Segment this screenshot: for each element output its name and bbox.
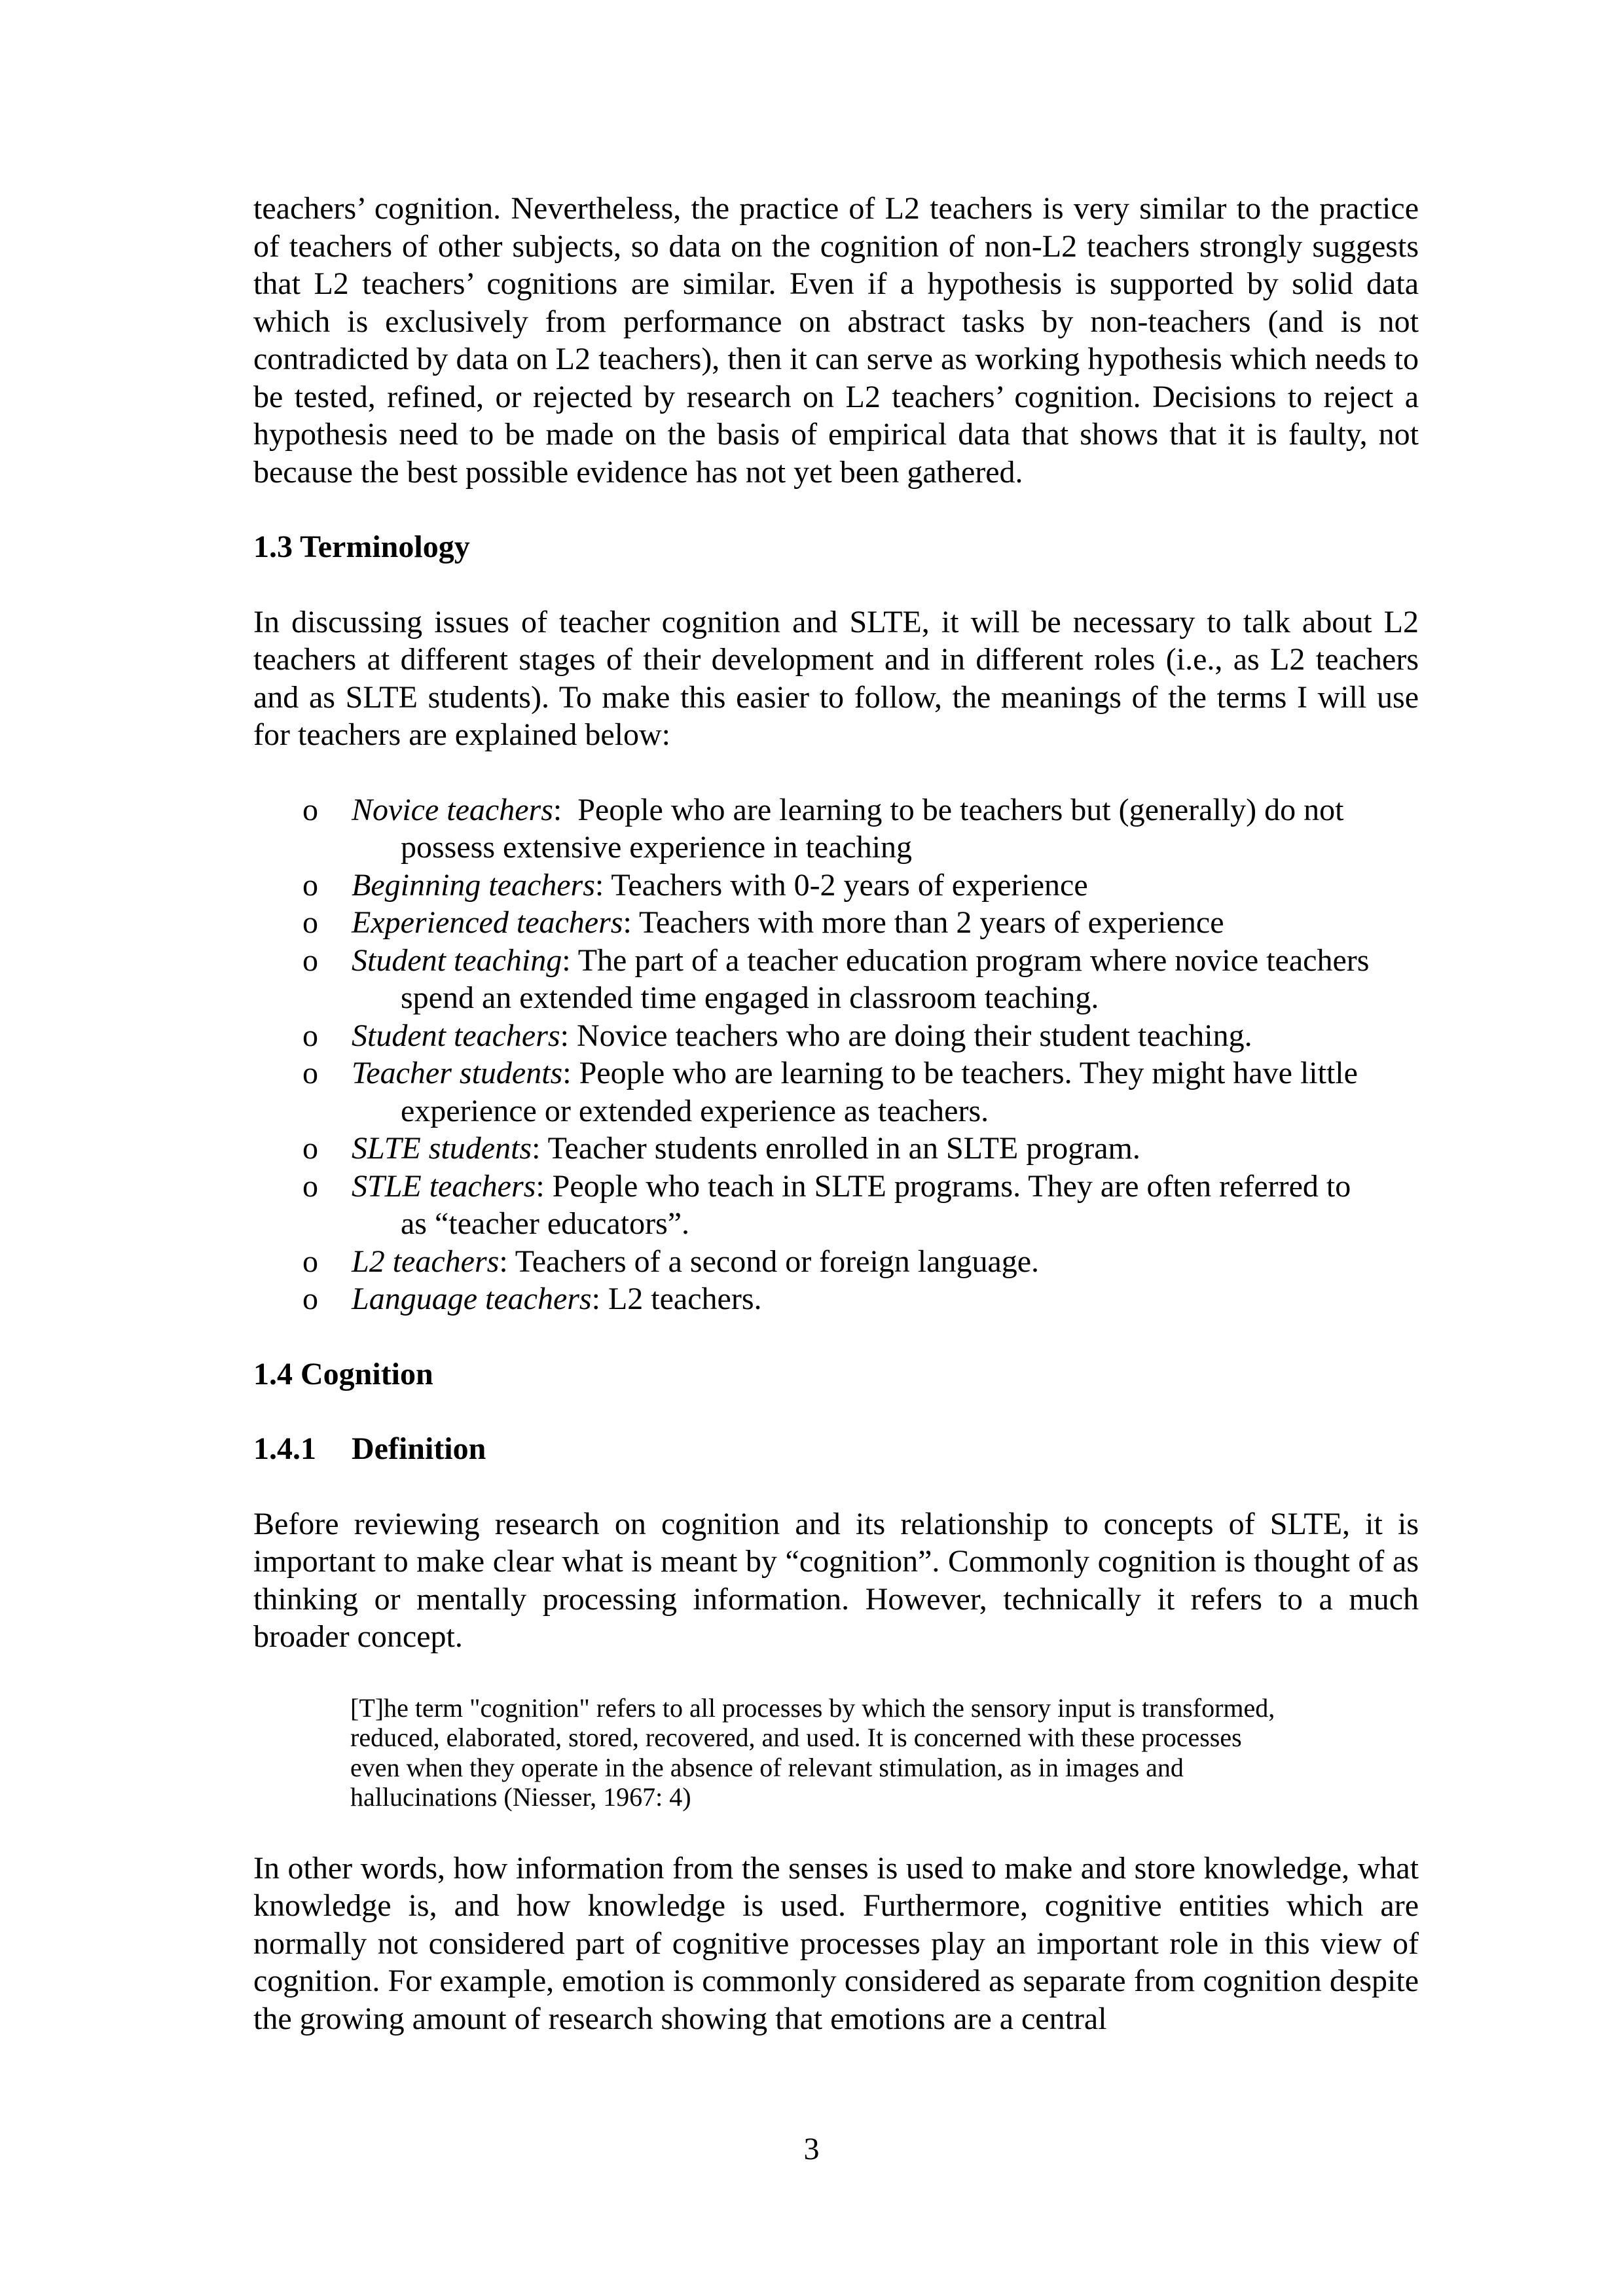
intro-paragraph: teachers’ cognition. Nevertheless, the practice of L2 teachers is very similar to the practice of teachers of other subjects, so data on the cognition of non-L2 teachers strongly suggests that L2 teachers’ cognitions are similar. Even if a hypothesis is supported by solid data which is exclusively from performance on abstract tasks by non-teachers (and is not contradicted by data on L2 teachers), then it can serve as working hypothesis which needs to be tested, refined, or rejected by research on L2 teachers’ cognition. Decisions to reject a hypothesis need to be made on the basis of empirical data that shows that it is faulty, not because the best possible evidence has not yet been gathered. [253, 191, 1419, 490]
terminology-paragraph: In discussing issues of teacher cognition and SLTE, it will be necessary to talk about L2 teachers at different stages of their development and in different roles (i.e., as L2 teachers and as SLTE students). To make this easier to follow, the meanings of the terms I will use for teachers are explained below: [253, 604, 1419, 752]
bullet-icon: o [302, 1131, 318, 1166]
closing-paragraph: In other words, how information from the senses is used to make and store knowledge, what knowledge is, and how knowledge is used. Furthermore, cognitive entities which are normally not considered part of cognitive processes play an important role in this view of cognition. For example, emotion is commonly considered as separate from cognition despite the growing amount of research showing that emotions are a central [253, 1850, 1419, 2036]
term-name: L2 teachers [352, 1244, 500, 1279]
quote-line: hallucinations (Niesser, 1967: 4) [350, 1782, 691, 1812]
bullet-icon: o [302, 792, 318, 827]
list-item: o STLE teachers: People who teach in SLTE programs. They are often referred to as “teacher educators”. [253, 1168, 1419, 1243]
document-page [253, 190, 1419, 2037]
term-definition: Teachers of a second or foreign language. [515, 1244, 1040, 1279]
bullet-icon: o [302, 1244, 318, 1279]
term-name: Language teachers [352, 1282, 592, 1316]
term-definition: The part of a teacher education program where novice teachers [577, 942, 1370, 978]
bullet-icon: o [302, 1056, 318, 1090]
list-item: o Student teachers: Novice teachers who are doing their student teaching. [253, 1017, 1419, 1055]
heading-definition-number: 1.4.1 [253, 1431, 316, 1466]
bullet-icon: o [302, 867, 318, 903]
term-name: STLE teachers [352, 1168, 536, 1204]
heading-cognition: 1.4 Cognition [253, 1356, 433, 1391]
term-definition: People who are learning to be teachers but (generally) do not [577, 792, 1344, 827]
block-quote [350, 1693, 1319, 1812]
bullet-icon: o [302, 942, 318, 978]
bullet-icon: o [302, 1018, 318, 1053]
bullet-icon: o [302, 1282, 318, 1316]
term-name: Teacher students [352, 1056, 563, 1090]
heading-definition [253, 1430, 1419, 1468]
bullet-icon: o [302, 1168, 318, 1204]
bullet-icon: o [302, 905, 318, 940]
term-name: Novice teachers [352, 792, 553, 827]
term-name: SLTE students [352, 1131, 532, 1166]
term-definition: Teacher students enrolled in an SLTE program. [547, 1131, 1140, 1166]
list-item: o Beginning teachers: Teachers with 0-2 years of experience [253, 867, 1419, 905]
term-definition: People who are learning to be teachers. They might have little [579, 1056, 1358, 1090]
heading-definition-title: Definition [352, 1431, 486, 1466]
term-definition: Teachers with more than 2 years of experience [638, 905, 1224, 940]
terms-list [253, 791, 1419, 1318]
term-definition: Teachers with 0-2 years of experience [611, 867, 1088, 903]
quote-line: even when they operate in the absence of relevant stimulation, as in images and [350, 1752, 1184, 1782]
quote-line: reduced, elaborated, stored, recovered, and used. It is concerned with these processes [350, 1723, 1242, 1752]
list-item: o Teacher students: People who are learning to be teachers. They might have little experience or extended experience as teachers. [253, 1054, 1419, 1130]
list-item: o L2 teachers: Teachers of a second or foreign language. [253, 1243, 1419, 1281]
list-item: o Experienced teachers: Teachers with more than 2 years of experience [253, 904, 1419, 942]
term-definition: Novice teachers who are doing their student teaching. [576, 1018, 1252, 1053]
list-item: o Language teachers: L2 teachers. [253, 1280, 1419, 1318]
list-item: o Student teaching: The part of a teacher education program where novice teachers spend an extended time engaged in classroom teaching. [253, 942, 1419, 1017]
term-definition: L2 teachers. [608, 1282, 762, 1316]
list-item: o Novice teachers: People who are learning to be teachers but (generally) do not possess extensive experience in teaching [253, 791, 1419, 867]
quote-line: [T]he term "cognition" refers to all processes by which the sensory input is transformed, [350, 1693, 1275, 1723]
term-definition-continued: possess extensive experience in teaching [401, 830, 913, 865]
term-definition: People who teach in SLTE programs. They are often referred to [552, 1168, 1351, 1204]
term-definition-continued: as “teacher educators”. [401, 1206, 690, 1241]
heading-terminology: 1.3 Terminology [253, 529, 470, 564]
term-name: Student teaching [352, 942, 562, 978]
term-name: Beginning teachers [352, 867, 595, 903]
term-definition-continued: experience or extended experience as teachers. [401, 1093, 989, 1128]
term-definition-continued: spend an extended time engaged in classroom teaching. [401, 980, 1099, 1015]
list-item: o SLTE students: Teacher students enrolled in an SLTE program. [253, 1130, 1419, 1168]
term-name: Experienced teachers [352, 905, 623, 940]
page-number: 3 [803, 2132, 820, 2166]
definition-paragraph: Before reviewing research on cognition and its relationship to concepts of SLTE, it is important to make clear what is meant by “cognition”. Commonly cognition is thought of as thinking or mentally processing information. However, technically it refers to a much broader concept. [253, 1506, 1419, 1654]
term-name: Student teachers [352, 1018, 560, 1053]
